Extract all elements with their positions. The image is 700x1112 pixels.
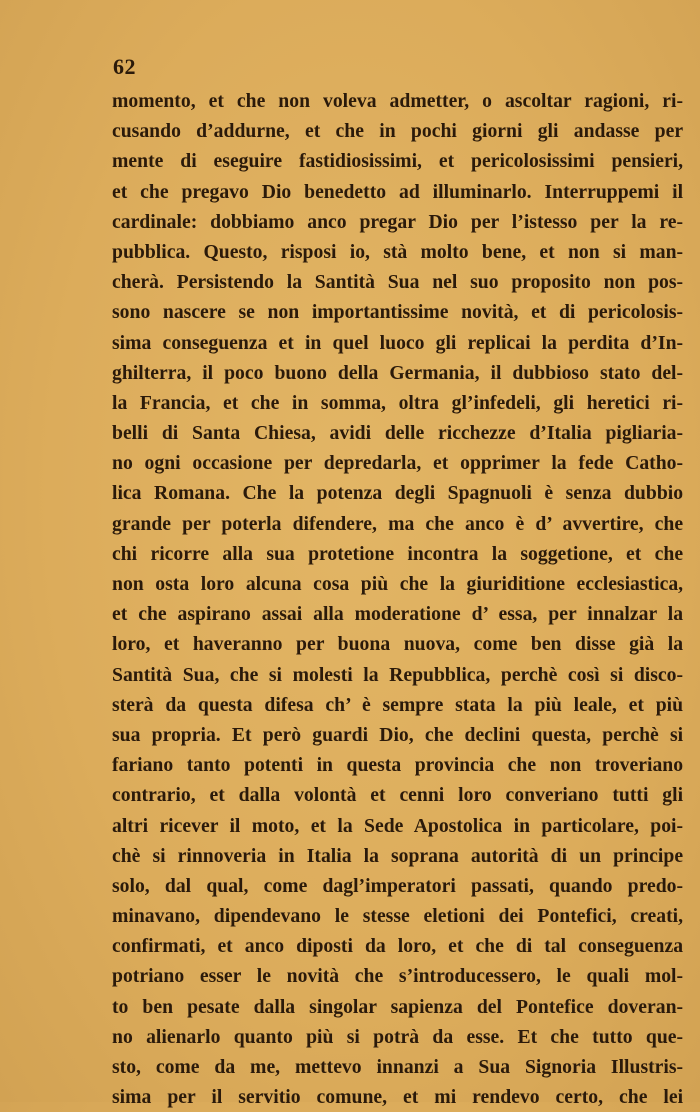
text-line: belli di Santa Chiesa, avidi delle ricchezze d’Italia pigliaria- <box>112 422 684 445</box>
text-line: no ogni occasione per depredarla, et opprimer la fede Catho- <box>112 452 684 475</box>
text-line: contrario, et dalla volontà et cenni loro converiano tutti gli <box>112 784 684 807</box>
text-line: ghilterra, il poco buono della Germania, il dubbioso stato del- <box>112 361 684 384</box>
text-line: grande per poterla difendere, ma che anco è d’ avvertire, che <box>112 512 684 535</box>
text-line: sterà da questa difesa ch’ è sempre stata la più leale, et più <box>112 693 684 716</box>
text-line: pubblica. Questo, risposi io, stà molto bene, et non si man- <box>112 240 684 263</box>
text-line: sto, come da me, mettevo innanzi a Sua Signoria Illustris- <box>112 1056 684 1078</box>
text-line: sua propria. Et però guardi Dio, che declini questa, perchè si <box>112 723 684 746</box>
text-line: cardinale: dobbiamo anco pregar Dio per l’istesso per la re- <box>112 210 684 233</box>
text-line: Santità Sua, che si molesti la Repubblica, perchè così si disco- <box>112 663 684 686</box>
text-line: momento, et che non voleva admetter, o ascoltar ragioni, ri- <box>112 90 684 112</box>
text-line: loro, et haveranno per buona nuova, come ben disse già la <box>112 633 684 656</box>
text-line: altri ricever il moto, et la Sede Apostolica in particolare, poi- <box>112 814 684 837</box>
text-line: et che pregavo Dio benedetto ad illuminarlo. Interruppemi il <box>112 180 684 203</box>
text-line: sima conseguenza et in quel luoco gli replicai la perdita d’In- <box>112 331 684 354</box>
text-line: chi ricorre alla sua protetione incontra la soggetione, et che <box>112 542 684 565</box>
text-line: mente di eseguire fastidiosissimi, et pericolosissimi pensieri, <box>112 150 684 173</box>
text-line: cherà. Persistendo la Santità Sua nel suo proposito non pos- <box>112 271 684 294</box>
text-line: lica Romana. Che la potenza degli Spagnuoli è senza dubbio <box>112 482 684 505</box>
text-line: non osta loro alcuna cosa più che la giuriditione ecclesiastica, <box>112 573 684 595</box>
body-text <box>112 86 684 1112</box>
text-line: confirmati, et anco diposti da loro, et che di tal conseguenza <box>112 935 684 958</box>
page-number: 62 <box>113 54 136 79</box>
text-line: potriano esser le novità che s’introducessero, le quali mol- <box>112 965 684 988</box>
text-line: sima per il servitio comune, et mi rendevo certo, che lei <box>112 1086 684 1109</box>
text-line: fariano tanto potenti in questa provincia che non troveriano <box>112 754 684 777</box>
text-line: sono nascere se non importantissime novità, et di pericolosis- <box>112 301 684 324</box>
text-line: solo, dal qual, come dagl’imperatori passati, quando predo- <box>112 874 684 897</box>
text-line: cusando d’addurne, et che in pochi giorni gli andasse per <box>112 120 684 143</box>
text-line: chè si rinnoveria in Italia la soprana autorità di un principe <box>112 844 684 867</box>
text-line: to ben pesate dalla singolar sapienza del Pontefice doveran- <box>112 995 684 1018</box>
text-line: et che aspirano assai alla moderatione d’ essa, per innalzar la <box>112 603 684 626</box>
text-line: minavano, dipendevano le stesse eletioni dei Pontefici, creati, <box>112 905 684 928</box>
text-line: no alienarlo quanto più si potrà da esse. Et che tutto que- <box>112 1025 684 1048</box>
text-line: la Francia, et che in somma, oltra gl’infedeli, gli heretici ri- <box>112 391 684 414</box>
